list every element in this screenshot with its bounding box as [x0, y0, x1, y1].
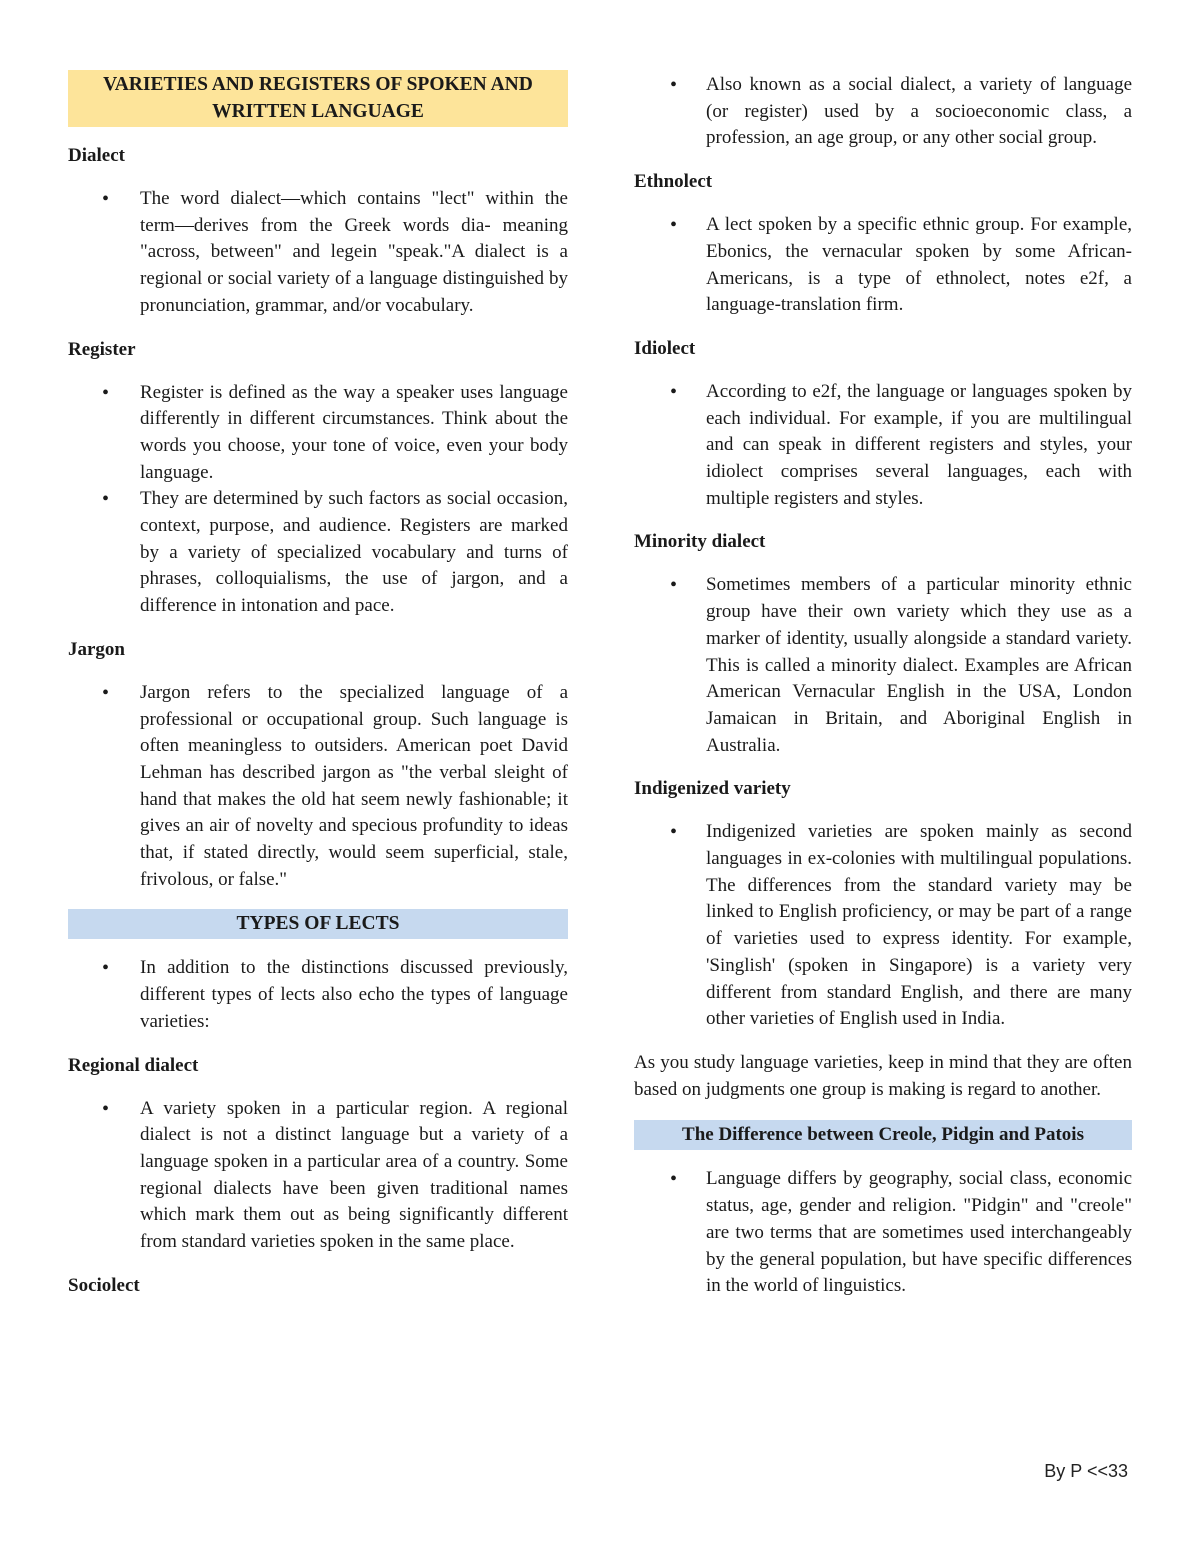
list-item: • A lect spoken by a specific ethnic group. For example, Ebonics, the vernacular spoken by some African-Americans, is a type of ethnolect, notes e2f, a language-translation firm.	[634, 212, 1132, 319]
list-item: • Jargon refers to the specialized language of a professional or occupational group. Such language is often meaningless to outsiders. American poet David Lehman has described jargon as "the verbal sleight of hand that makes the old hat seem newly fashionable; it gives an air of novelty and specious profundity to ideas that, if stated directly, would seem superficial, stale, frivolous, or false."	[68, 680, 568, 894]
regional-list	[68, 1096, 568, 1256]
list-item: • Also known as a social dialect, a variety of language (or register) used by a socioeconomic class, a profession, an age group, or any other social group.	[634, 72, 1132, 152]
list-item: • A variety spoken in a particular region. A regional dialect is not a distinct language but a variety of a language spoken in a particular area of a country. Some regional dialects have been given traditional names which mark them out as being significantly different from standard varieties spoken in the same place.	[68, 1096, 568, 1256]
list-item: • Language differs by geography, social class, economic status, age, gender and religion. "Pidgin" and "creole" are two terms that are sometimes used interchangeably by the general population, but have specific differences in the world of linguistics.	[634, 1166, 1132, 1300]
difference-list	[634, 1166, 1132, 1300]
heading-idiolect: Idiolect	[634, 337, 696, 359]
idiolect-list	[634, 379, 1132, 513]
list-item: • Sometimes members of a particular minority ethnic group have their own variety which they use as a marker of identity, usually alongside a standard variety. This is called a minority dialect. Examples are African American Vernacular English in the USA, London Jamaican in Britain, and Aboriginal English in Australia.	[634, 572, 1132, 759]
heading-jargon: Jargon	[68, 638, 125, 660]
list-item: • The word dialect—which contains "lect" within the term—derives from the Greek words dia- meaning "across, between" and legein "speak."A dialect is a regional or social variety of a language distinguished by pronunciation, grammar, and/or vocabulary.	[68, 186, 568, 320]
indigenized-list	[634, 819, 1132, 1033]
heading-indigenized-variety: Indigenized variety	[634, 778, 791, 800]
heading-regional-dialect: Regional dialect	[68, 1054, 199, 1076]
heading-ethnolect: Ethnolect	[634, 171, 713, 193]
minority-list	[634, 572, 1132, 759]
page-title: VARIETIES AND REGISTERS OF SPOKEN AND WRITTEN LANGUAGE	[68, 70, 568, 127]
list-item: • According to e2f, the language or languages spoken by each individual. For example, if you are multilingual and can speak in different registers and styles, your idiolect comprises several languages, each with multiple registers and styles.	[634, 379, 1132, 513]
difference-banner: The Difference between Creole, Pidgin and Patois	[634, 1120, 1132, 1150]
types-of-lects-banner: TYPES OF LECTS	[68, 909, 568, 939]
right-column	[634, 72, 1132, 1317]
dialect-list	[68, 186, 568, 320]
closing-paragraph: As you study language varieties, keep in mind that they are often based on judgments one group is making is regard to another.	[634, 1051, 1132, 1100]
register-list	[68, 380, 568, 620]
list-item: • In addition to the distinctions discussed previously, different types of lects also echo the types of language varieties:	[68, 955, 568, 1035]
heading-sociolect: Sociolect	[68, 1274, 140, 1296]
heading-minority-dialect: Minority dialect	[634, 531, 766, 553]
heading-dialect: Dialect	[68, 145, 125, 166]
heading-register: Register	[68, 338, 136, 360]
list-item: • They are determined by such factors as social occasion, context, purpose, and audience. Registers are marked by a variety of specialized vocabulary and turns of phrases, colloquialisms, the use of jargon, and a difference in intonation and pace.	[68, 486, 568, 620]
page-footer: By P <<33	[1044, 1461, 1128, 1481]
ethnolect-list	[634, 212, 1132, 319]
jargon-list	[68, 680, 568, 894]
left-column	[68, 70, 568, 1299]
list-item: • Register is defined as the way a speaker uses language differently in different circumstances. Think about the words you choose, your tone of voice, even your body language.	[68, 380, 568, 487]
list-item: • Indigenized varieties are spoken mainly as second languages in ex-colonies with multilingual populations. The differences from the standard variety may be linked to English proficiency, or may be part of a range of varieties used to express identity. For example, 'Singlish' (spoken in Singapore) is a variety very different from standard English, and there are many other varieties of English used in India.	[634, 819, 1132, 1033]
sociolect-list	[634, 72, 1132, 152]
types-list	[68, 955, 568, 1035]
